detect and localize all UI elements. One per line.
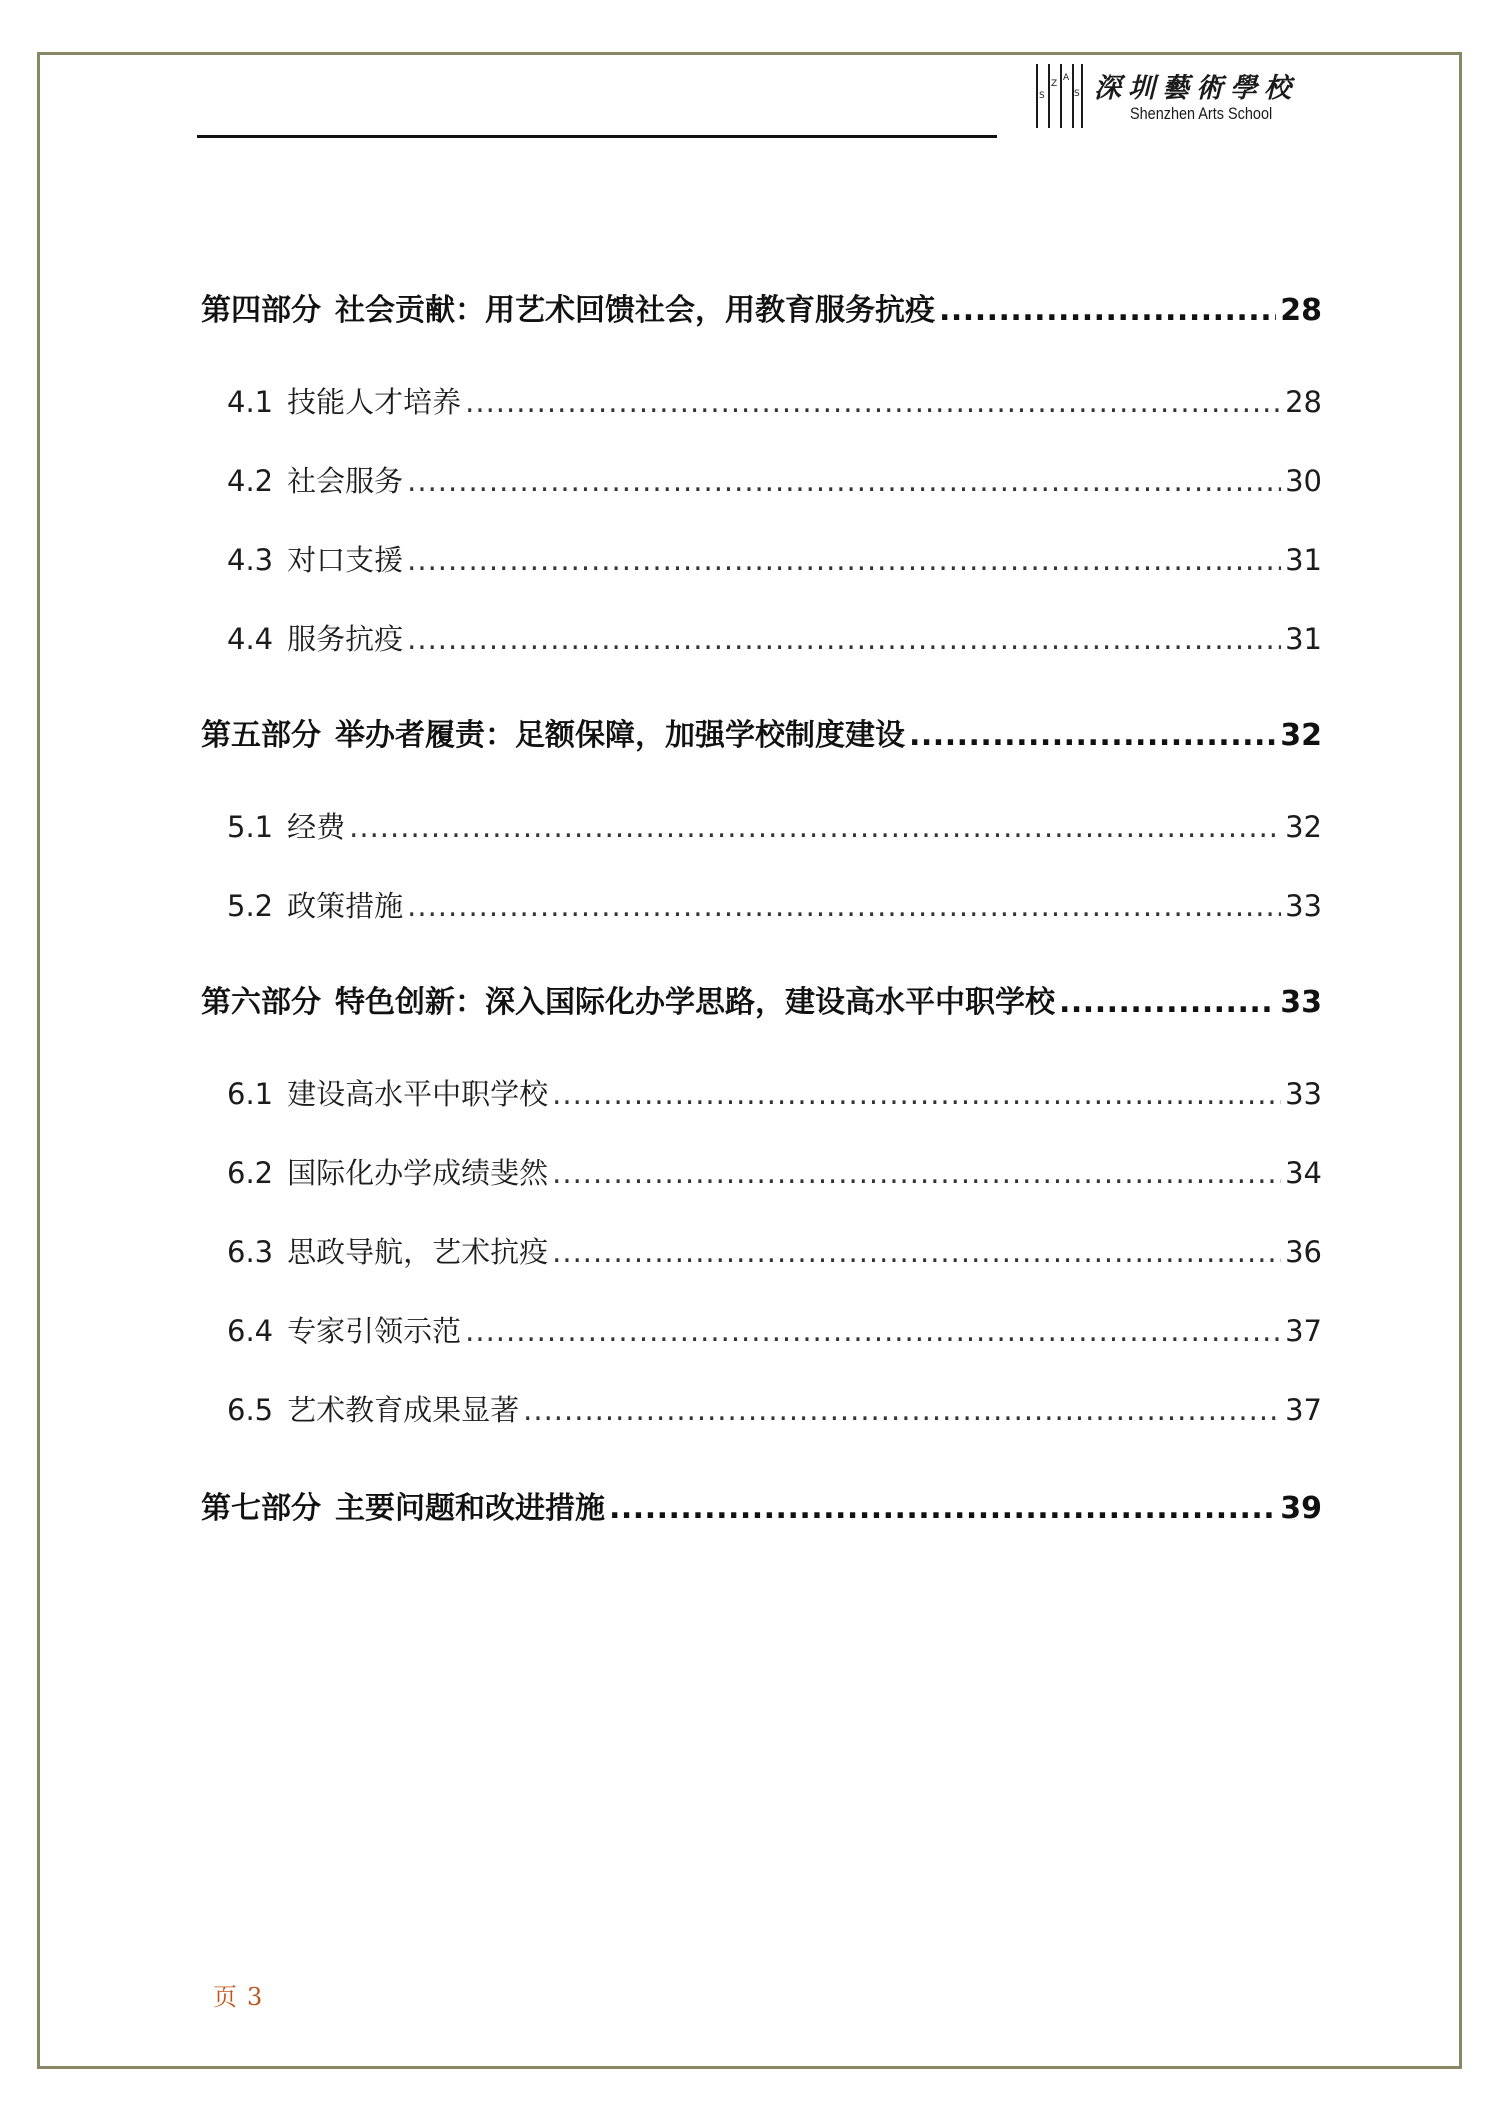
toc-entry-title: 特色创新：深入国际化办学思路，建设高水平中职学校 (335, 985, 1055, 1020)
toc-entry[interactable] (227, 1309, 1322, 1350)
toc-entry[interactable] (227, 617, 1322, 658)
toc-entry-number: 4.2 (227, 464, 274, 498)
toc-leader-dots (552, 1077, 1281, 1111)
toc-entry-number: 6.3 (227, 1235, 274, 1269)
toc-leader-dots (939, 293, 1276, 328)
toc-entry-title: 对口支援 (287, 543, 404, 577)
toc-leader-dots (349, 810, 1281, 844)
toc-entry[interactable] (201, 1483, 1322, 1527)
toc-entry-title: 建设高水平中职学校 (287, 1077, 549, 1111)
toc-entry-page: 30 (1285, 464, 1322, 498)
szas-logo-mark (1034, 62, 1082, 132)
logo-letter: S (1039, 91, 1045, 101)
toc-entry[interactable] (201, 977, 1322, 1021)
toc-entry-title: 社会服务 (287, 464, 404, 498)
toc-leader-dots (407, 464, 1281, 498)
header-rule (197, 135, 997, 138)
toc-leader-dots (1059, 985, 1276, 1020)
toc-entry-number: 第七部分 (201, 1491, 321, 1526)
toc-entry-number: 第六部分 (201, 985, 321, 1020)
toc-entry[interactable] (227, 1388, 1322, 1429)
toc-entry-number: 4.4 (227, 622, 274, 656)
toc-entry-title: 社会贡献：用艺术回馈社会，用教育服务抗疫 (335, 293, 935, 328)
toc-entry-title: 思政导航，艺术抗疫 (287, 1235, 549, 1269)
toc-entry-number: 4.3 (227, 543, 274, 577)
toc-entry[interactable] (227, 538, 1322, 579)
toc-entry-title: 举办者履责：足额保障，加强学校制度建设 (335, 718, 905, 753)
toc-entry-number: 5.2 (227, 889, 274, 923)
logo-english-name: Shenzhen Arts School (1130, 104, 1273, 123)
toc-entry-title: 经费 (287, 810, 346, 844)
toc-leader-dots (407, 889, 1281, 923)
toc-entry[interactable] (227, 1072, 1322, 1113)
toc-entry-number: 6.1 (227, 1077, 274, 1111)
toc-entry-page: 28 (1285, 385, 1322, 419)
toc-entry-number: 第四部分 (201, 293, 321, 328)
toc-entry-number: 4.1 (227, 385, 274, 419)
toc-entry-page: 32 (1280, 718, 1322, 753)
toc-leader-dots (523, 1393, 1281, 1427)
toc-entry[interactable] (227, 1230, 1322, 1271)
toc-entry-page: 33 (1280, 985, 1322, 1020)
logo-letter: S (1074, 89, 1080, 99)
page-border (37, 52, 1462, 2069)
page-label: 页 (213, 1983, 237, 2011)
toc-entry[interactable] (227, 805, 1322, 846)
toc-entry[interactable] (227, 884, 1322, 925)
toc-leader-dots (465, 1314, 1281, 1348)
toc-entry-number: 第五部分 (201, 718, 321, 753)
toc-entry-number: 5.1 (227, 810, 274, 844)
toc-leader-dots (552, 1235, 1281, 1269)
toc-entry[interactable] (201, 285, 1322, 329)
toc-entry[interactable] (227, 459, 1322, 500)
toc-leader-dots (609, 1491, 1276, 1526)
toc-entry-page: 32 (1285, 810, 1322, 844)
toc-entry-page: 28 (1280, 293, 1322, 328)
toc-entry-page: 34 (1285, 1156, 1322, 1190)
toc-entry-title: 政策措施 (287, 889, 404, 923)
toc-entry-page: 33 (1285, 1077, 1322, 1111)
school-logo (1034, 62, 1319, 132)
logo-letter: A (1063, 73, 1070, 83)
toc-leader-dots (465, 385, 1281, 419)
toc-leader-dots (407, 622, 1281, 656)
toc-entry-page: 33 (1285, 889, 1322, 923)
page-number-value: 3 (247, 1983, 263, 2011)
toc-entry-title: 国际化办学成绩斐然 (287, 1156, 549, 1190)
page-number (213, 1977, 262, 2012)
toc-entry-title: 专家引领示范 (287, 1314, 462, 1348)
toc-entry-page: 31 (1285, 543, 1322, 577)
toc-entry-page: 37 (1285, 1314, 1322, 1348)
toc-entry-number: 6.5 (227, 1393, 274, 1427)
toc-entry-title: 主要问题和改进措施 (335, 1491, 605, 1526)
toc-leader-dots (909, 718, 1276, 753)
toc-entry-page: 39 (1280, 1491, 1322, 1526)
toc-entry-number: 6.4 (227, 1314, 274, 1348)
toc-entry-page: 36 (1285, 1235, 1322, 1269)
logo-chinese-name: 深圳藝術學校 (1094, 73, 1298, 104)
toc-entry-title: 技能人才培养 (287, 385, 462, 419)
toc-entry-page: 31 (1285, 622, 1322, 656)
toc-leader-dots (407, 543, 1281, 577)
toc-entry-number: 6.2 (227, 1156, 274, 1190)
toc-entry-title: 艺术教育成果显著 (287, 1393, 520, 1427)
toc-entry-title: 服务抗疫 (287, 622, 404, 656)
toc-entry[interactable] (227, 1151, 1322, 1192)
logo-letter: Z (1051, 79, 1058, 89)
toc-entry[interactable] (201, 710, 1322, 754)
toc-entry-page: 37 (1285, 1393, 1322, 1427)
toc-leader-dots (552, 1156, 1281, 1190)
toc-entry[interactable] (227, 380, 1322, 421)
